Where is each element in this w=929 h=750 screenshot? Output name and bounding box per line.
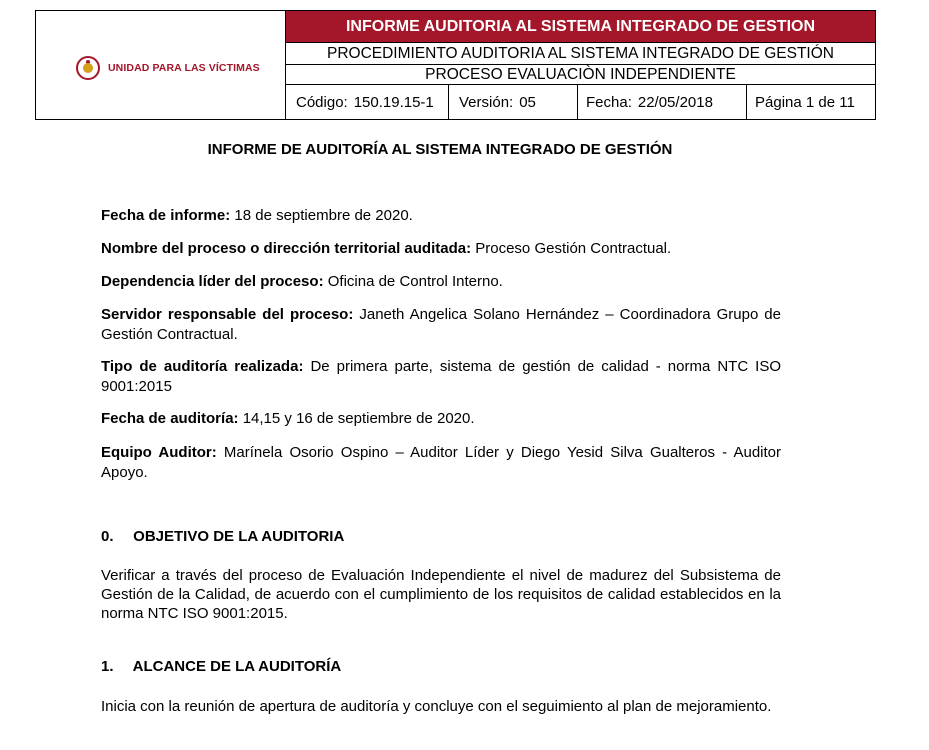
field-label: Nombre del proceso o dirección territorial auditada: [101,240,472,257]
field-value: 18 de septiembre de 2020. [234,207,413,224]
unidad-victimas-logo [76,55,260,81]
header-process: PROCESO EVALUACIÒN INDEPENDIENTE [286,65,875,85]
logo-cell [36,11,286,119]
date-label: Fecha: [586,93,632,111]
version-label: Versión: [459,93,514,111]
page-cell [747,85,875,119]
code-value: 150.19.15-1 [353,93,434,111]
section-text-scope: Inicia con la reunión de apertura de auditoría y concluye con el seguimiento al plan de mejoramiento. [101,698,772,715]
section-heading-scope [101,658,341,675]
version-cell [449,85,578,119]
version-value: 05 [519,93,536,111]
field-lead-dependency [101,272,781,292]
field-label: Fecha de informe: [101,207,231,224]
section-title: OBJETIVO DE LA AUDITORIA [133,528,345,545]
field-audit-type [101,357,781,397]
field-audit-team [101,443,781,483]
field-responsible-server [101,305,781,345]
field-value: 14,15 y 16 de septiembre de 2020. [242,410,475,427]
code-label: Código: [296,93,348,111]
date-cell [578,85,747,119]
code-cell [286,85,449,119]
field-value: Oficina de Control Interno. [327,273,503,290]
field-audit-date [101,409,781,429]
header-procedure: PROCEDIMIENTO AUDITORIA AL SISTEMA INTEGRADO DE GESTIÓN [286,43,875,65]
page-number: Página 1 de 11 [755,93,855,111]
section-title: ALCANCE DE LA AUDITORÍA [132,658,342,675]
header-meta-row [286,85,875,119]
field-report-date [101,206,781,226]
date-value: 22/05/2018 [637,93,713,111]
document-title: INFORME DE AUDITORÍA AL SISTEMA INTEGRADO DE GESTIÓN [207,141,673,158]
field-label: Servidor responsable del proceso: [101,306,354,323]
field-value: De primera parte, sistema de gestión de calidad - norma NTC ISO 9001:2015 [101,358,781,395]
document-header [35,10,876,120]
field-label: Fecha de auditoría: [101,410,239,427]
field-value: Proceso Gestión Contractual. [475,240,672,257]
field-process-name [101,239,781,259]
field-value: Janeth Angelica Solano Hernández – Coordinadora Grupo de Gestión Contractual. [101,306,781,343]
field-value: Marínela Osorio Ospino – Auditor Líder y Diego Yesid Silva Gualteros - Auditor Apoyo. [101,444,781,481]
section-number: 1. [101,658,114,675]
header-title-bar: INFORME AUDITORIA AL SISTEMA INTEGRADO DE GESTION [286,11,875,43]
section-heading-objective [101,528,344,545]
field-label: Equipo Auditor: [101,444,217,461]
logo-text: UNIDAD PARA LAS VÍCTIMAS [108,62,260,74]
section-text-objective: Verificar a través del proceso de Evaluación Independiente el nivel de madurez del Subsistema de Gestión de la Calidad, de acuerdo con el cumplimiento de los requisitos de calidad establecidos en la norma NTC ISO 9001:2015. [101,567,781,622]
section-number: 0. [101,528,114,545]
field-label: Tipo de auditoría realizada: [101,358,304,375]
field-label: Dependencia líder del proceso: [101,273,324,290]
coat-of-arms-icon [76,56,100,80]
